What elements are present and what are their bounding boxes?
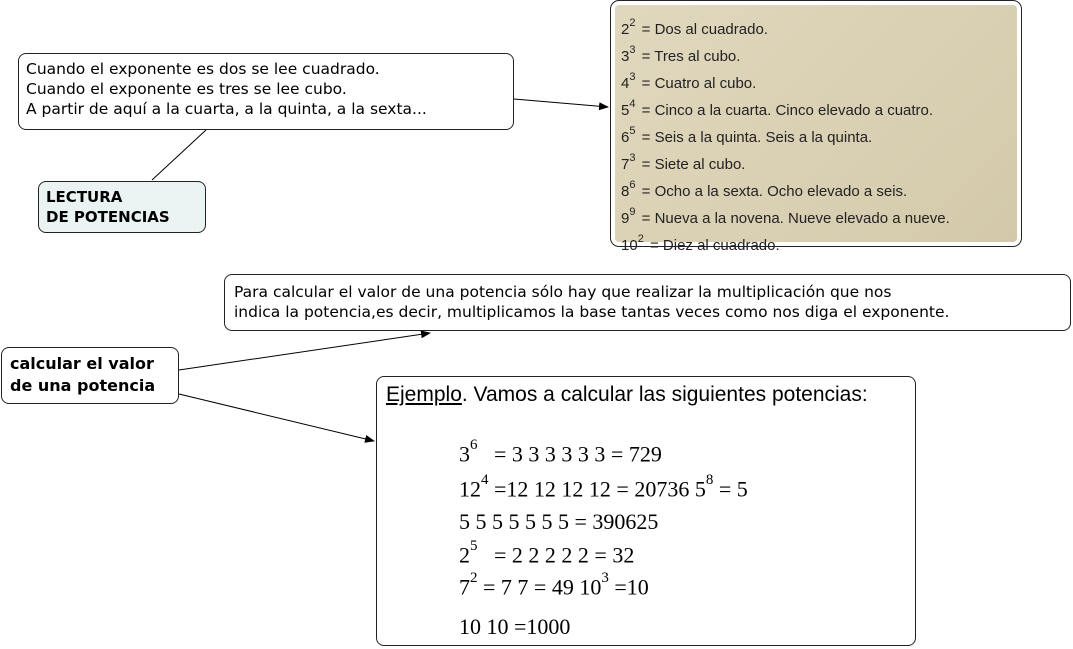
example-equation: 5 5 5 5 5 5 5 = 390625 <box>459 509 659 534</box>
readings-list <box>621 12 950 255</box>
note-line: A partir de aquí a la cuarta, a la quinta, a la sexta... <box>26 100 427 118</box>
lectura-explanation-box <box>18 53 514 130</box>
reading-item: $3^3$ = Tres al cubo. <box>621 44 741 65</box>
label-line: DE POTENCIAS <box>46 208 170 226</box>
note-line: Cuando el exponente es tres se lee cubo. <box>26 80 347 98</box>
arrow-calc-to-example <box>179 394 374 441</box>
note-line: Cuando el exponente es dos se lee cuadrado. <box>26 60 380 78</box>
example-equation: 10 10 =1000 <box>459 614 571 639</box>
example-box <box>376 376 916 646</box>
arrow-note-to-readings <box>514 99 608 107</box>
calcular-valor-node <box>1 347 179 404</box>
example-equation: $2^5$ = 2 2 2 2 2 = 32 <box>459 538 635 568</box>
reading-item: $6^5$ = Seis a la quinta. Seis a la quinta. <box>621 125 873 146</box>
reading-item: $2^2$ = Dos al cuadrado. <box>621 17 768 38</box>
reading-item: $5^4$ = Cinco a la cuarta. Cinco elevado a cuatro. <box>621 98 934 119</box>
reading-item: $4^3$ = Cuatro al cubo. <box>621 71 757 92</box>
example-title: Ejemplo. Vamos a calcular las siguientes potencias: <box>386 383 868 406</box>
example-equation: $12^4 =12$ 12 12 12 = 20736 $5^8 = 5$ <box>459 472 748 502</box>
label-line: LECTURA <box>46 188 123 206</box>
reading-item: $10^2$ = Diez al cuadrado. <box>621 233 780 254</box>
label-line: calcular el valor <box>10 354 154 373</box>
calculation-explanation-box <box>224 274 1071 331</box>
reading-item: $9^9$ = Nueva a la novena. Nueve elevado a nueve. <box>621 206 950 227</box>
reading-item: $8^6$ = Ocho a la sexta. Ocho elevado a seis. <box>621 179 908 200</box>
lectura-de-potencias-node <box>38 181 206 233</box>
label-line: de una potencia <box>10 376 156 395</box>
power-readings-box <box>610 0 1022 254</box>
example-equation: $7^2 = 7$ 7 = 49 $10^3 =10$ <box>459 570 649 600</box>
example-equation: $3^6$ = 3 3 3 3 3 3 = 729 <box>459 437 662 467</box>
note-line: indica la potencia,es decir, multiplicamos la base tantas veces como nos diga el exponente. <box>234 303 950 321</box>
reading-item: $7^3$ = Siete al cubo. <box>621 152 746 173</box>
readings-background <box>615 5 1017 254</box>
arrow-calc-to-note <box>179 333 430 370</box>
connector-label-to-note <box>152 130 206 180</box>
note-line: Para calcular el valor de una potencia sólo hay que realizar la multiplicación que nos <box>234 283 892 301</box>
